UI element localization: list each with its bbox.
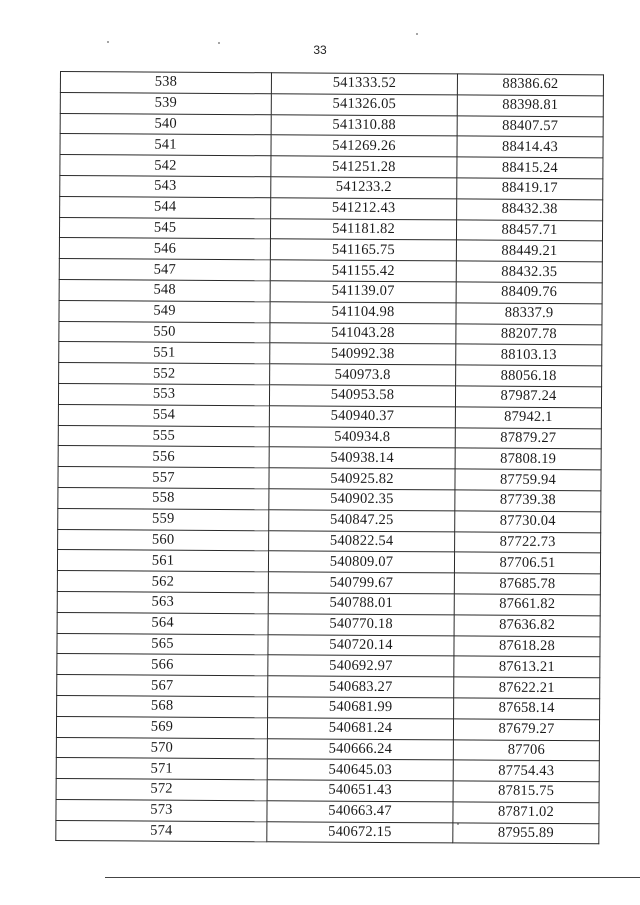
y-coordinate-cell: 88414.43 — [457, 136, 603, 158]
y-coordinate-cell: 87730.04 — [455, 511, 601, 533]
point-number-cell: 574 — [56, 820, 267, 842]
point-number-cell: 561 — [57, 550, 268, 572]
x-coordinate-cell: 540940.37 — [269, 406, 455, 428]
point-number-cell: 569 — [56, 716, 267, 738]
point-number-cell: 549 — [59, 300, 270, 322]
scan-speck — [218, 42, 220, 44]
y-coordinate-cell: 88398.81 — [457, 95, 603, 117]
y-coordinate-cell: 88407.57 — [457, 116, 603, 138]
y-coordinate-cell: 87871.02 — [453, 802, 599, 824]
y-coordinate-cell: 87658.14 — [454, 698, 600, 720]
point-number-cell: 557 — [58, 467, 269, 489]
page-number: 33 — [313, 43, 327, 57]
scan-speck — [107, 41, 109, 43]
point-number-cell: 551 — [59, 342, 270, 364]
x-coordinate-cell: 540953.58 — [269, 385, 455, 407]
point-number-cell: 555 — [58, 425, 269, 447]
y-coordinate-cell: 87739.38 — [455, 490, 601, 512]
y-coordinate-cell: 87679.27 — [453, 719, 599, 741]
x-coordinate-cell: 541310.88 — [271, 114, 457, 136]
x-coordinate-cell: 540847.25 — [269, 510, 455, 532]
point-number-cell: 566 — [57, 654, 268, 676]
x-coordinate-cell: 541326.05 — [271, 94, 457, 116]
point-number-cell: 541 — [60, 134, 271, 156]
y-coordinate-cell: 87706 — [453, 739, 599, 761]
x-coordinate-cell: 540938.14 — [269, 447, 455, 469]
x-coordinate-cell: 541269.26 — [271, 135, 457, 157]
y-coordinate-cell: 88415.24 — [457, 157, 603, 179]
y-coordinate-cell: 88457.71 — [456, 220, 602, 242]
x-coordinate-cell: 540788.01 — [268, 593, 454, 615]
y-coordinate-cell: 88449.21 — [456, 240, 602, 262]
scan-speck — [416, 33, 418, 35]
x-coordinate-cell: 541251.28 — [271, 156, 457, 178]
point-number-cell: 564 — [57, 612, 268, 634]
point-number-cell: 570 — [56, 737, 267, 759]
point-number-cell: 540 — [60, 113, 271, 135]
x-coordinate-cell: 540992.38 — [270, 343, 456, 365]
point-number-cell: 546 — [59, 238, 270, 260]
point-number-cell: 568 — [57, 695, 268, 717]
x-coordinate-cell: 540681.24 — [267, 717, 453, 739]
y-coordinate-cell: 88337.9 — [456, 303, 602, 325]
x-coordinate-cell: 541043.28 — [270, 322, 456, 344]
y-coordinate-cell: 87987.24 — [455, 386, 601, 408]
point-number-cell: 542 — [60, 155, 271, 177]
point-number-cell: 548 — [59, 279, 270, 301]
x-coordinate-cell: 540770.18 — [268, 614, 454, 636]
point-number-cell: 571 — [56, 758, 267, 780]
point-number-cell: 558 — [58, 487, 269, 509]
point-number-cell: 560 — [58, 529, 269, 551]
x-coordinate-cell: 541139.07 — [270, 281, 456, 303]
x-coordinate-cell: 540681.99 — [268, 697, 454, 719]
y-coordinate-cell: 87815.75 — [453, 781, 599, 803]
y-coordinate-cell: 87636.82 — [454, 615, 600, 637]
y-coordinate-cell: 88432.38 — [457, 199, 603, 221]
coordinates-table-body — [56, 72, 604, 845]
point-number-cell: 556 — [58, 446, 269, 468]
y-coordinate-cell: 87722.73 — [455, 531, 601, 553]
bottom-rule — [105, 877, 640, 878]
point-number-cell: 543 — [60, 175, 271, 197]
x-coordinate-cell: 540720.14 — [268, 634, 454, 656]
y-coordinate-cell: 87685.78 — [454, 573, 600, 595]
y-coordinate-cell: 87754.43 — [453, 760, 599, 782]
y-coordinate-cell: 88432.35 — [456, 261, 602, 283]
y-coordinate-cell: 87706.51 — [454, 552, 600, 574]
point-number-cell: 567 — [57, 675, 268, 697]
x-coordinate-cell: 541333.52 — [271, 73, 457, 95]
x-coordinate-cell: 541233.2 — [271, 177, 457, 199]
point-number-cell: 553 — [58, 383, 269, 405]
y-coordinate-cell: 88409.76 — [456, 282, 602, 304]
coordinates-table-wrapper — [55, 71, 600, 845]
x-coordinate-cell: 540651.43 — [267, 780, 453, 802]
table-row — [56, 820, 599, 844]
y-coordinate-cell: 87661.82 — [454, 594, 600, 616]
point-number-cell: 563 — [57, 591, 268, 613]
point-number-cell: 544 — [60, 196, 271, 218]
y-coordinate-cell: 87759.94 — [455, 469, 601, 491]
y-coordinate-cell: 88419.17 — [457, 178, 603, 200]
point-number-cell: 550 — [59, 321, 270, 343]
x-coordinate-cell: 540925.82 — [269, 468, 455, 490]
x-coordinate-cell: 540692.97 — [268, 655, 454, 677]
x-coordinate-cell: 540663.47 — [267, 801, 453, 823]
coordinates-table — [55, 71, 604, 845]
x-coordinate-cell: 540822.54 — [269, 530, 455, 552]
y-coordinate-cell: 88103.13 — [456, 344, 602, 366]
x-coordinate-cell: 540666.24 — [267, 738, 453, 760]
point-number-cell: 559 — [58, 508, 269, 530]
y-coordinate-cell: 88207.78 — [456, 323, 602, 345]
y-coordinate-cell: 87955.89 — [453, 823, 599, 845]
x-coordinate-cell: 541155.42 — [270, 260, 456, 282]
point-number-cell: 539 — [60, 92, 271, 114]
point-number-cell: 547 — [59, 259, 270, 281]
y-coordinate-cell: 88056.18 — [456, 365, 602, 387]
point-number-cell: 565 — [57, 633, 268, 655]
point-number-cell: 552 — [59, 363, 270, 385]
y-coordinate-cell: 87808.19 — [455, 448, 601, 470]
point-number-cell: 545 — [59, 217, 270, 239]
y-coordinate-cell: 87618.28 — [454, 635, 600, 657]
point-number-cell: 538 — [60, 72, 271, 94]
point-number-cell: 572 — [56, 779, 267, 801]
point-number-cell: 573 — [56, 799, 267, 821]
x-coordinate-cell: 540934.8 — [269, 426, 455, 448]
x-coordinate-cell: 541165.75 — [270, 239, 456, 261]
x-coordinate-cell: 541104.98 — [270, 302, 456, 324]
x-coordinate-cell: 540973.8 — [270, 364, 456, 386]
point-number-cell: 554 — [58, 404, 269, 426]
y-coordinate-cell: 87942.1 — [455, 407, 601, 429]
x-coordinate-cell: 540902.35 — [269, 489, 455, 511]
x-coordinate-cell: 540799.67 — [268, 572, 454, 594]
x-coordinate-cell: 541181.82 — [270, 218, 456, 240]
y-coordinate-cell: 88386.62 — [457, 74, 603, 96]
x-coordinate-cell: 540683.27 — [268, 676, 454, 698]
y-coordinate-cell: 87613.21 — [454, 656, 600, 678]
x-coordinate-cell: 540809.07 — [268, 551, 454, 573]
point-number-cell: 562 — [57, 571, 268, 593]
x-coordinate-cell: 540672.15 — [267, 821, 453, 843]
y-coordinate-cell: 87622.21 — [454, 677, 600, 699]
x-coordinate-cell: 540645.03 — [267, 759, 453, 781]
y-coordinate-cell: 87879.27 — [455, 427, 601, 449]
x-coordinate-cell: 541212.43 — [271, 198, 457, 220]
